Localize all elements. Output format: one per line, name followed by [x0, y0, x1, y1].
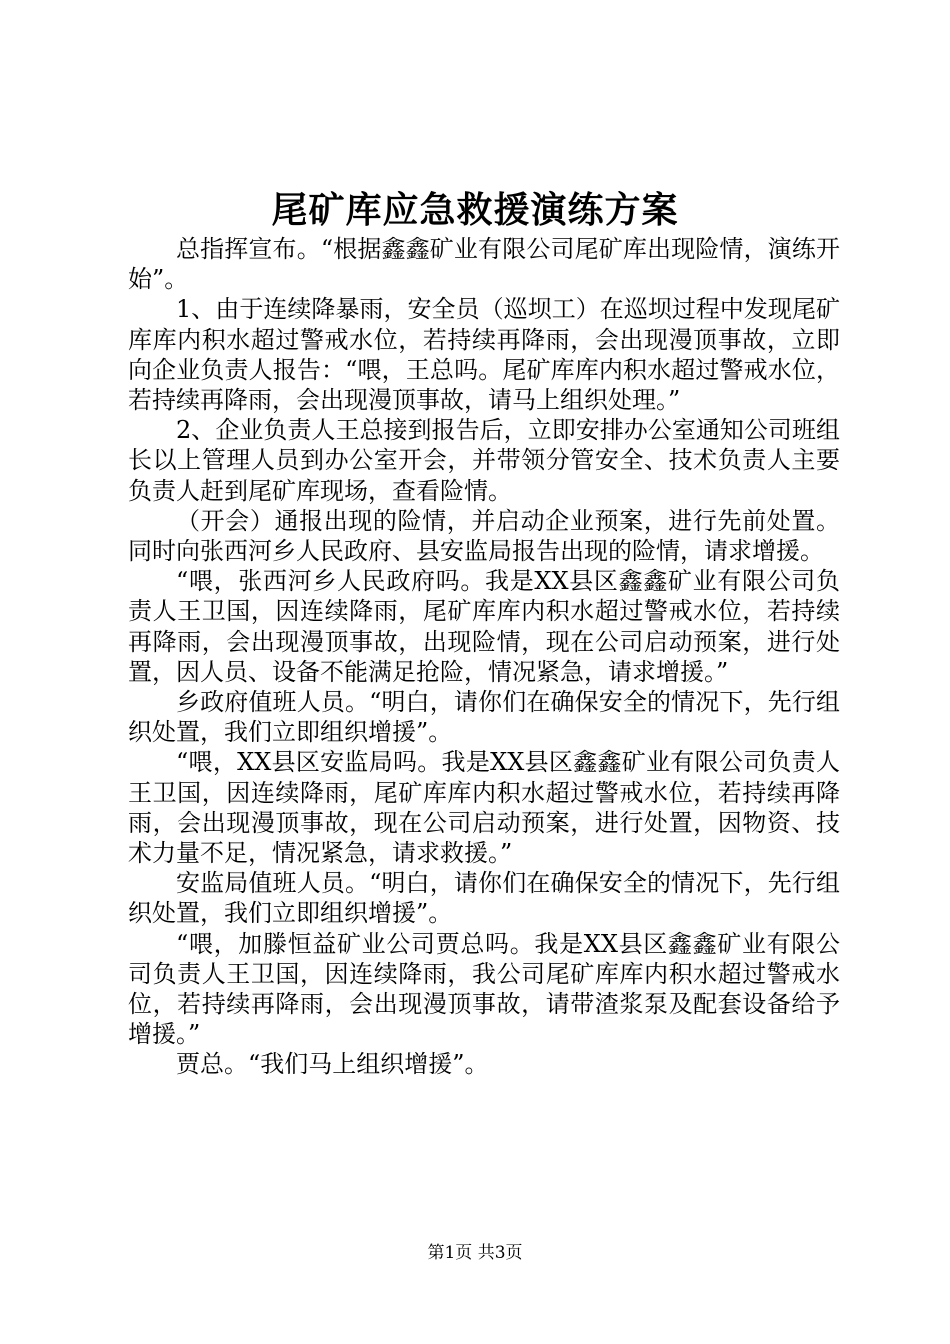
- paragraph: 安监局值班人员。“明白，请你们在确保安全的情况下，先行组织处置，我们立即组织增援”。: [128, 869, 840, 928]
- paragraph: 乡政府值班人员。“明白，请你们在确保安全的情况下，先行组织处置，我们立即组织增援”。: [128, 688, 840, 747]
- paragraph: “喂，加滕恒益矿业公司贾总吗。我是XX县区鑫鑫矿业有限公司负责人王卫国，因连续降雨，我公司尾矿库库内积水超过警戒水位，若持续再降雨，会出现漫顶事故，请带渣浆泵及配套设备给予增援。”: [128, 929, 840, 1049]
- paragraph: 总指挥宣布。“根据鑫鑫矿业有限公司尾矿库出现险情，演练开始”。: [128, 235, 840, 294]
- paragraph: 2、企业负责人王总接到报告后，立即安排办公室通知公司班组长以上管理人员到办公室开会，并带领分管安全、技术负责人主要负责人赶到尾矿库现场，查看险情。: [128, 416, 840, 505]
- paragraph: 1、由于连续降暴雨，安全员（巡坝工）在巡坝过程中发现尾矿库库内积水超过警戒水位，若持续再降雨，会出现漫顶事故，立即向企业负责人报告：“喂，王总吗。尾矿库库内积水超过警戒水位，若持续再降雨，会出现漫顶事故，请马上组织处理。”: [128, 295, 840, 415]
- document-title: 尾矿库应急救援演练方案: [271, 189, 679, 231]
- document-body: [128, 234, 840, 1080]
- paragraph: “喂，XX县区安监局吗。我是XX县区鑫鑫矿业有限公司负责人王卫国，因连续降雨，尾矿库库内积水超过警戒水位，若持续再降雨，会出现漫顶事故，现在公司启动预案，进行处置，因物资、技术力量不足，情况紧急，请求救援。”: [128, 748, 840, 868]
- paragraph: 贾总。“我们马上组织增援”。: [176, 1050, 489, 1079]
- paragraph: “喂，张西河乡人民政府吗。我是XX县区鑫鑫矿业有限公司负责人王卫国，因连续降雨，尾矿库库内积水超过警戒水位，若持续再降雨，会出现漫顶事故，出现险情，现在公司启动预案，进行处置，因人员、设备不能满足抢险，情况紧急，请求增援。”: [128, 567, 840, 686]
- paragraph: （开会）通报出现的险情，并启动企业预案，进行先前处置。同时向张西河乡人民政府、县安监局报告出现的险情，请求增援。: [128, 506, 840, 566]
- page-number-footer: 第1页 共3页: [427, 1243, 523, 1263]
